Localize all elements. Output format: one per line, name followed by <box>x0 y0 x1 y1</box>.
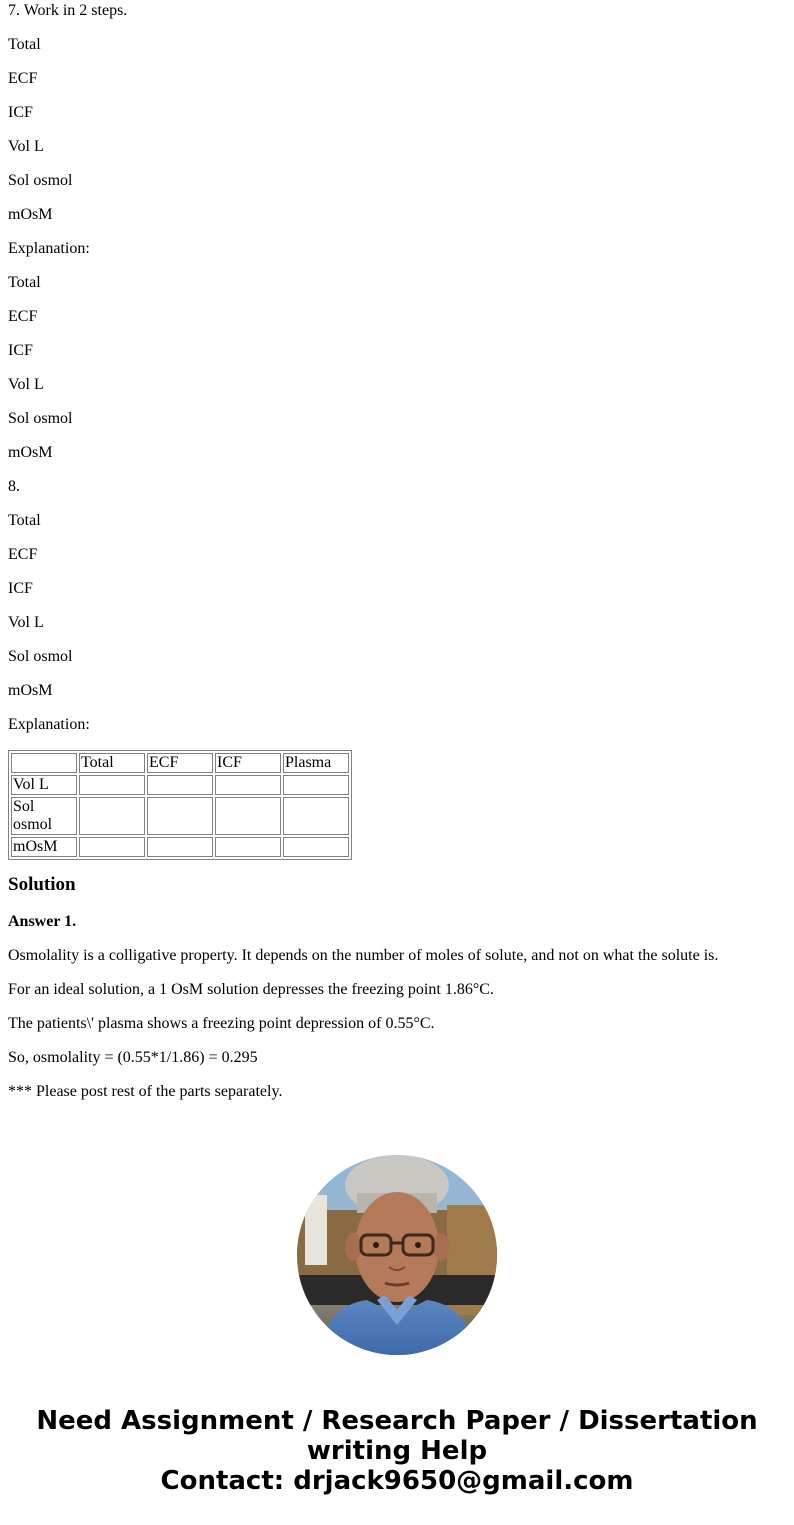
table-row <box>11 837 349 857</box>
text-line: Explanation: <box>8 240 90 257</box>
table-cell <box>79 837 145 857</box>
promo-line: writing Help <box>306 1436 488 1466</box>
text-line: Vol L <box>8 138 44 155</box>
text-line: ICF <box>8 104 33 121</box>
author-portrait-image <box>297 1155 497 1355</box>
table-cell <box>283 775 349 795</box>
text-line: ECF <box>8 546 38 563</box>
text-line: Total <box>8 274 41 291</box>
text-line: mOsM <box>8 682 53 699</box>
promo-banner <box>0 1406 794 1496</box>
text-line: ECF <box>8 70 38 87</box>
text-line: ICF <box>8 580 33 597</box>
table-header-cell: ICF <box>215 753 281 773</box>
table-header-cell: Plasma <box>283 753 349 773</box>
table-cell <box>283 837 349 857</box>
table-row-label: mOsM <box>11 837 77 857</box>
table-cell <box>215 775 281 795</box>
document-body <box>0 2 794 1101</box>
promo-contact: Contact: drjack9650@gmail.com <box>160 1466 634 1496</box>
text-line: mOsM <box>8 444 53 461</box>
text-line: Vol L <box>8 376 44 393</box>
answer-title: Answer 1. <box>8 913 77 930</box>
solution-paragraph: For an ideal solution, a 1 OsM solution depresses the freezing point 1.86°C. <box>8 981 494 998</box>
text-line: ECF <box>8 308 38 325</box>
text-line: Sol osmol <box>8 648 73 665</box>
table-header-cell <box>11 753 77 773</box>
author-avatar <box>297 1155 497 1355</box>
text-line: ICF <box>8 342 33 359</box>
table-row-label: Vol L <box>11 775 77 795</box>
table-cell <box>215 797 281 835</box>
table-row <box>11 797 349 835</box>
text-line: Total <box>8 512 41 529</box>
table-header-cell: ECF <box>147 753 213 773</box>
table-row-label: Sol osmol <box>11 797 77 835</box>
text-line: Total <box>8 36 41 53</box>
table-cell <box>79 775 145 795</box>
table-row <box>11 775 349 795</box>
text-line: Sol osmol <box>8 172 73 189</box>
fluid-table <box>8 750 352 860</box>
solution-paragraph: Osmolality is a colligative property. It depends on the number of moles of solute, and not on what the solute is. <box>8 947 719 964</box>
table-cell <box>147 837 213 857</box>
promo-line: Need Assignment / Research Paper / Dissertation <box>36 1406 758 1436</box>
table-cell <box>79 797 145 835</box>
text-line: mOsM <box>8 206 53 223</box>
table-cell <box>147 775 213 795</box>
text-line: Sol osmol <box>8 410 73 427</box>
table-header-cell: Total <box>79 753 145 773</box>
solution-paragraph: *** Please post rest of the parts separately. <box>8 1083 283 1100</box>
table-cell <box>215 837 281 857</box>
table-cell <box>283 797 349 835</box>
text-line: Explanation: <box>8 716 90 733</box>
solution-paragraph: The patients\' plasma shows a freezing point depression of 0.55°C. <box>8 1015 435 1032</box>
solution-heading: Solution <box>8 874 76 895</box>
table-header-row <box>11 753 349 773</box>
text-line: 7. Work in 2 steps. <box>8 2 128 19</box>
table-cell <box>147 797 213 835</box>
solution-paragraph: So, osmolality = (0.55*1/1.86) = 0.295 <box>8 1049 258 1066</box>
text-line: Vol L <box>8 614 44 631</box>
text-line: 8. <box>8 478 20 495</box>
